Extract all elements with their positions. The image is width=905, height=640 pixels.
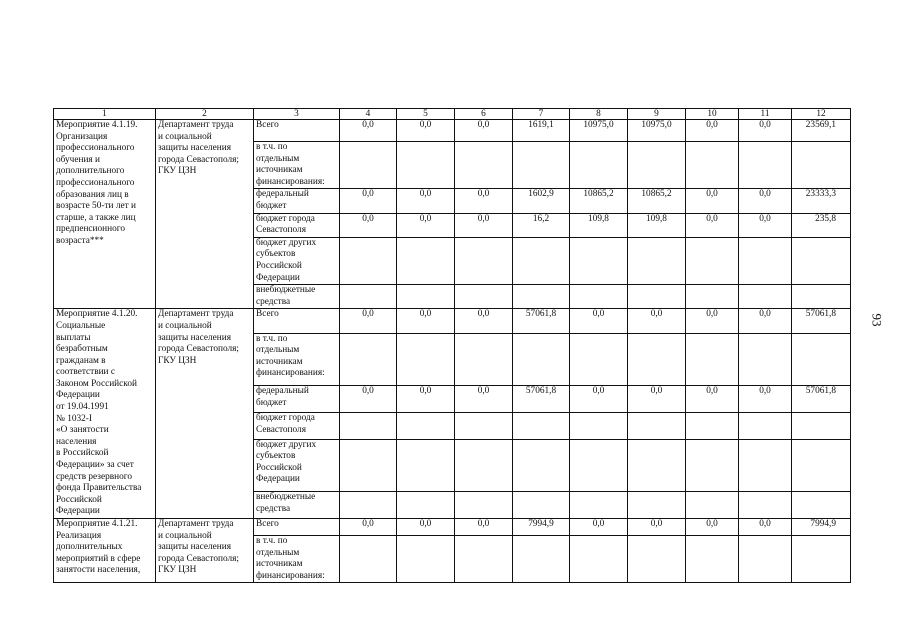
value-cell: 0,0: [455, 213, 513, 237]
value-cell: [739, 333, 792, 385]
total-cell: 235,8: [792, 213, 851, 237]
header-cell: 4: [340, 109, 397, 120]
value-cell: [686, 412, 739, 439]
value-cell: [397, 439, 455, 491]
value-cell: 0,0: [455, 189, 513, 213]
total-cell: [792, 492, 851, 519]
value-cell: [397, 536, 455, 583]
total-cell: [792, 439, 851, 491]
source-label-cell: внебюджетные средства: [254, 492, 340, 519]
total-cell: [792, 142, 851, 189]
value-cell: [570, 333, 628, 385]
total-cell: 7994,9: [792, 519, 851, 536]
value-cell: 0,0: [570, 519, 628, 536]
value-cell: 0,0: [570, 309, 628, 333]
value-cell: 0,0: [686, 519, 739, 536]
value-cell: 0,0: [739, 386, 792, 413]
value-cell: [397, 237, 455, 284]
header-cell: 1: [54, 109, 156, 120]
value-cell: 0,0: [739, 213, 792, 237]
value-cell: [513, 237, 570, 284]
value-cell: [570, 536, 628, 583]
value-cell: [340, 285, 397, 309]
source-label-cell: федеральный бюджет: [254, 189, 340, 213]
value-cell: [628, 412, 686, 439]
total-cell: 23569,1: [792, 120, 851, 142]
value-cell: [739, 285, 792, 309]
value-cell: 57061,8: [513, 309, 570, 333]
total-cell: 57061,8: [792, 309, 851, 333]
value-cell: [628, 492, 686, 519]
value-cell: 57061,8: [513, 386, 570, 413]
value-cell: [628, 142, 686, 189]
value-cell: 0,0: [686, 189, 739, 213]
value-cell: [513, 412, 570, 439]
value-cell: [628, 333, 686, 385]
value-cell: 0,0: [455, 386, 513, 413]
value-cell: [455, 439, 513, 491]
value-cell: [513, 285, 570, 309]
value-cell: 0,0: [628, 309, 686, 333]
value-cell: 0,0: [397, 519, 455, 536]
source-label-cell: бюджет других субъектов Российской Федерации: [254, 439, 340, 491]
value-cell: [739, 536, 792, 583]
value-cell: [686, 142, 739, 189]
value-cell: [513, 536, 570, 583]
value-cell: [340, 237, 397, 284]
value-cell: [628, 285, 686, 309]
value-cell: [340, 333, 397, 385]
executor-cell: Департамент труда и социальной защиты населения города Севастополя; ГКУ ЦЗН: [156, 120, 254, 309]
value-cell: 0,0: [570, 386, 628, 413]
value-cell: 1602,9: [513, 189, 570, 213]
total-cell: 57061,8: [792, 386, 851, 413]
value-cell: [513, 333, 570, 385]
value-cell: [570, 142, 628, 189]
source-label-cell: бюджет города Севастополя: [254, 213, 340, 237]
executor-cell: Департамент труда и социальной защиты населения города Севастополя; ГКУ ЦЗН: [156, 519, 254, 583]
value-cell: 0,0: [340, 189, 397, 213]
value-cell: [513, 492, 570, 519]
value-cell: [397, 492, 455, 519]
source-label-cell: Всего: [254, 120, 340, 142]
value-cell: 10975,0: [628, 120, 686, 142]
value-cell: 0,0: [397, 213, 455, 237]
source-label-cell: Всего: [254, 519, 340, 536]
value-cell: [739, 492, 792, 519]
value-cell: [340, 142, 397, 189]
value-cell: 109,8: [628, 213, 686, 237]
source-label-cell: бюджет города Севастополя: [254, 412, 340, 439]
source-label-cell: в т.ч. по отдельным источникам финансирования:: [254, 142, 340, 189]
value-cell: [686, 536, 739, 583]
value-cell: 0,0: [628, 386, 686, 413]
value-cell: [455, 412, 513, 439]
header-cell: 7: [513, 109, 570, 120]
source-label-cell: внебюджетные средства: [254, 285, 340, 309]
value-cell: 0,0: [686, 120, 739, 142]
activity-cell: Мероприятие 4.1.21. Реализация дополнительных мероприятий в сфере занятости населения,: [54, 519, 156, 583]
value-cell: [513, 142, 570, 189]
value-cell: [628, 237, 686, 284]
value-cell: [628, 439, 686, 491]
table-row: [54, 120, 851, 142]
value-cell: 0,0: [340, 519, 397, 536]
source-label-cell: бюджет других субъектов Российской Федерации: [254, 237, 340, 284]
total-cell: [792, 333, 851, 385]
table-row: [54, 519, 851, 536]
value-cell: [340, 492, 397, 519]
value-cell: [397, 333, 455, 385]
value-cell: 0,0: [628, 519, 686, 536]
header-cell: 3: [254, 109, 340, 120]
value-cell: [455, 142, 513, 189]
value-cell: [455, 333, 513, 385]
header-cell: 10: [686, 109, 739, 120]
value-cell: 0,0: [397, 386, 455, 413]
header-row: [54, 109, 851, 120]
financing-table: [53, 108, 851, 583]
value-cell: [686, 439, 739, 491]
value-cell: [686, 237, 739, 284]
value-cell: [570, 237, 628, 284]
value-cell: [397, 412, 455, 439]
value-cell: [513, 439, 570, 491]
value-cell: [397, 285, 455, 309]
value-cell: 0,0: [397, 120, 455, 142]
executor-cell: Департамент труда и социальной защиты населения города Севастополя; ГКУ ЦЗН: [156, 309, 254, 519]
total-cell: [792, 285, 851, 309]
value-cell: 0,0: [739, 519, 792, 536]
source-label-cell: в т.ч. по отдельным источникам финансирования:: [254, 333, 340, 385]
table-row: [54, 309, 851, 333]
value-cell: 109,8: [570, 213, 628, 237]
value-cell: [340, 439, 397, 491]
value-cell: 16,2: [513, 213, 570, 237]
value-cell: 7994,9: [513, 519, 570, 536]
total-cell: [792, 237, 851, 284]
value-cell: 0,0: [686, 309, 739, 333]
total-cell: [792, 412, 851, 439]
value-cell: 10975,0: [570, 120, 628, 142]
value-cell: [739, 439, 792, 491]
value-cell: 1619,1: [513, 120, 570, 142]
value-cell: [686, 333, 739, 385]
header-cell: 12: [792, 109, 851, 120]
header-cell: 6: [455, 109, 513, 120]
header-cell: 8: [570, 109, 628, 120]
value-cell: [455, 536, 513, 583]
total-cell: [792, 536, 851, 583]
value-cell: 0,0: [340, 120, 397, 142]
value-cell: 0,0: [455, 519, 513, 536]
value-cell: 0,0: [340, 213, 397, 237]
value-cell: 0,0: [686, 386, 739, 413]
value-cell: 0,0: [340, 386, 397, 413]
value-cell: [397, 142, 455, 189]
value-cell: 0,0: [397, 309, 455, 333]
source-label-cell: в т.ч. по отдельным источникам финансирования:: [254, 536, 340, 583]
value-cell: 0,0: [397, 189, 455, 213]
value-cell: 10865,2: [628, 189, 686, 213]
value-cell: [570, 492, 628, 519]
value-cell: 0,0: [455, 309, 513, 333]
header-cell: 11: [739, 109, 792, 120]
value-cell: [455, 237, 513, 284]
value-cell: 0,0: [340, 309, 397, 333]
value-cell: [570, 439, 628, 491]
header-cell: 5: [397, 109, 455, 120]
value-cell: 0,0: [686, 213, 739, 237]
page-number: 93: [869, 313, 885, 327]
source-label-cell: Всего: [254, 309, 340, 333]
value-cell: [455, 492, 513, 519]
header-cell: 2: [156, 109, 254, 120]
value-cell: [739, 142, 792, 189]
value-cell: [686, 285, 739, 309]
value-cell: [739, 237, 792, 284]
activity-cell: Мероприятие 4.1.19. Организация профессионального обучения и дополнительного профессионального образования лиц в возрасте 50-ти лет и старше, а также лиц предпенсионного возраста***: [54, 120, 156, 309]
value-cell: 0,0: [739, 309, 792, 333]
source-label-cell: федеральный бюджет: [254, 386, 340, 413]
total-cell: 23333,3: [792, 189, 851, 213]
value-cell: [739, 412, 792, 439]
activity-cell: Мероприятие 4.1.20. Социальные выплаты безработным гражданам в соответствии с Законом Российской Федерации от 19.04.1991 № 1032-I «О занятости населения в Российской Федерации» за счет средств резервного фонда Правительства Российской Федерации: [54, 309, 156, 519]
value-cell: 0,0: [739, 120, 792, 142]
value-cell: [686, 492, 739, 519]
value-cell: 0,0: [455, 120, 513, 142]
header-cell: 9: [628, 109, 686, 120]
value-cell: [628, 536, 686, 583]
value-cell: [340, 536, 397, 583]
value-cell: [570, 412, 628, 439]
value-cell: [570, 285, 628, 309]
value-cell: 0,0: [739, 189, 792, 213]
value-cell: [340, 412, 397, 439]
value-cell: 10865,2: [570, 189, 628, 213]
value-cell: [455, 285, 513, 309]
